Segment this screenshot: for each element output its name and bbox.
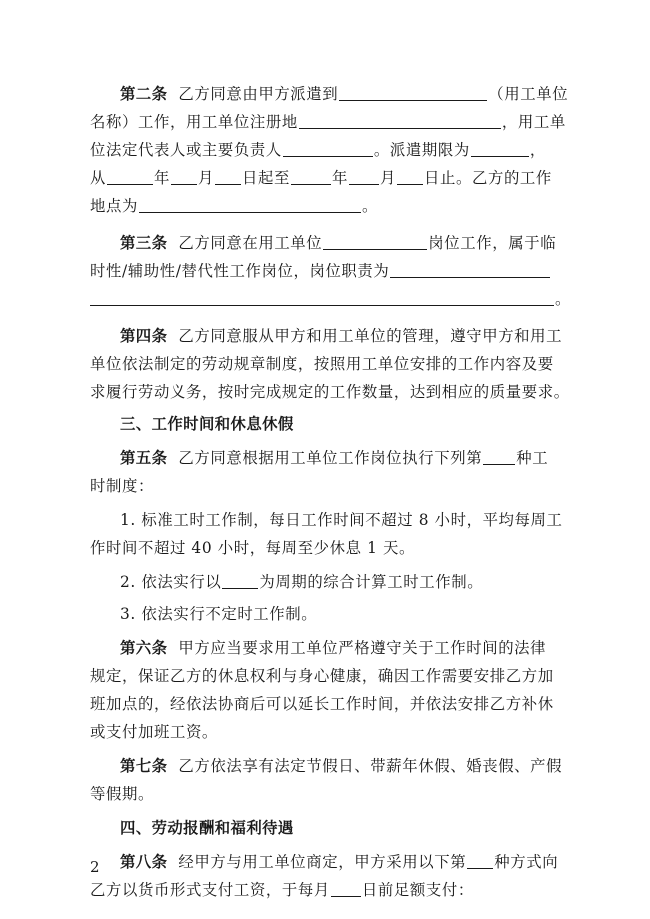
article-7-line-2: 等假期。 [90,785,154,803]
article-2-line-4: 从 年 月 日起至 年 月 日止。乙方的工作 [90,169,552,187]
blank-pay-day [331,880,361,897]
article-7-title: 第七条 [120,757,168,775]
section-3-heading: 三、工作时间和休息休假 [120,415,294,433]
article-4-line-2: 单位依法制定的劳动规章制度，按照用工单位安排的工作内容及要 [90,355,554,373]
article-5-item-1-line-1: 1. 标准工时工作制，每日工作时间不超过 8 小时，平均每周工 [120,511,563,529]
blank-registered-address [299,112,501,129]
article-8-line-1: 第八条 经甲方与用工单位商定，甲方采用以下第 种方式向 [120,853,559,871]
blank-start-year [107,168,153,185]
article-3-line-2: 时性/辅助性/替代性工作岗位，岗位职责为 [90,257,570,285]
article-3-title: 第三条 [120,234,168,252]
blank-duties-2 [90,289,554,306]
blank-employer-name [339,84,487,101]
article-5-item-1-line-2: 作时间不超过 40 小时，每周至少休息 1 天。 [90,539,415,557]
blank-work-hour-system [483,448,515,465]
article-7-line-1: 第七条 乙方依法享有法定节假日、带薪年休假、婚丧假、产假 [120,757,563,775]
page-number: 2 [90,858,100,876]
article-5-line-1: 第五条 乙方同意根据用工单位工作岗位执行下列第 种工 [120,449,549,467]
article-6-line-4: 或支付加班工资。 [90,723,218,741]
article-4-line-3: 求履行劳动义务，按时完成规定的工作数量，达到相应的质量要求。 [90,383,570,401]
section-4-heading: 四、劳动报酬和福利待遇 [120,819,294,837]
blank-end-day [397,168,423,185]
document-page [90,80,570,904]
blank-payment-method [467,852,493,869]
blank-legal-representative [283,140,373,157]
article-6-line-3: 班加点的，经依法协商后可以延长工作时间，并依法安排乙方补休 [90,695,554,713]
blank-position [323,233,427,250]
article-6-line-1: 第六条 甲方应当要求用工单位严格遵守关于工作时间的法律 [120,639,547,657]
blank-end-year [291,168,331,185]
blank-cycle-period [222,572,258,589]
article-2-title: 第二条 [120,85,168,103]
article-6-line-2: 规定，保证乙方的休息权利与身心健康，确因工作需要安排乙方加 [90,667,554,685]
article-2-line-3: 位法定代表人或主要负责人 。派遣期限为 ， [90,141,546,159]
article-5-line-2: 时制度： [90,477,154,495]
article-5-title: 第五条 [120,449,168,467]
article-2-line-2: 名称）工作，用工单位注册地 ，用工单 [90,113,566,131]
article-6-title: 第六条 [120,639,168,657]
article-4-title: 第四条 [120,327,168,345]
blank-end-month [349,168,379,185]
blank-start-month [171,168,197,185]
article-4-line-1: 第四条 乙方同意服从甲方和用工单位的管理，遵守甲方和用工 [120,327,563,345]
article-5-item-3: 3. 依法实行不定时工作制。 [120,605,318,623]
article-5-item-2: 2. 依法实行以 为周期的综合计算工时工作制。 [120,573,484,591]
blank-work-location [139,196,361,213]
blank-start-day [215,168,241,185]
blank-duties-1 [390,261,550,278]
article-3-line-1: 第三条 乙方同意在用工单位 岗位工作，属于临 [120,234,557,252]
article-3-line-3: 。 [90,285,570,313]
article-2-line-1: 第二条 乙方同意由甲方派遣到 （用工单位 [120,85,569,103]
article-2-line-5: 地点为 。 [90,197,378,215]
article-8-title: 第八条 [120,853,168,871]
article-8-line-2: 乙方以货币形式支付工资，于每月 日前足额支付： [90,881,474,899]
blank-dispatch-period [471,140,529,157]
